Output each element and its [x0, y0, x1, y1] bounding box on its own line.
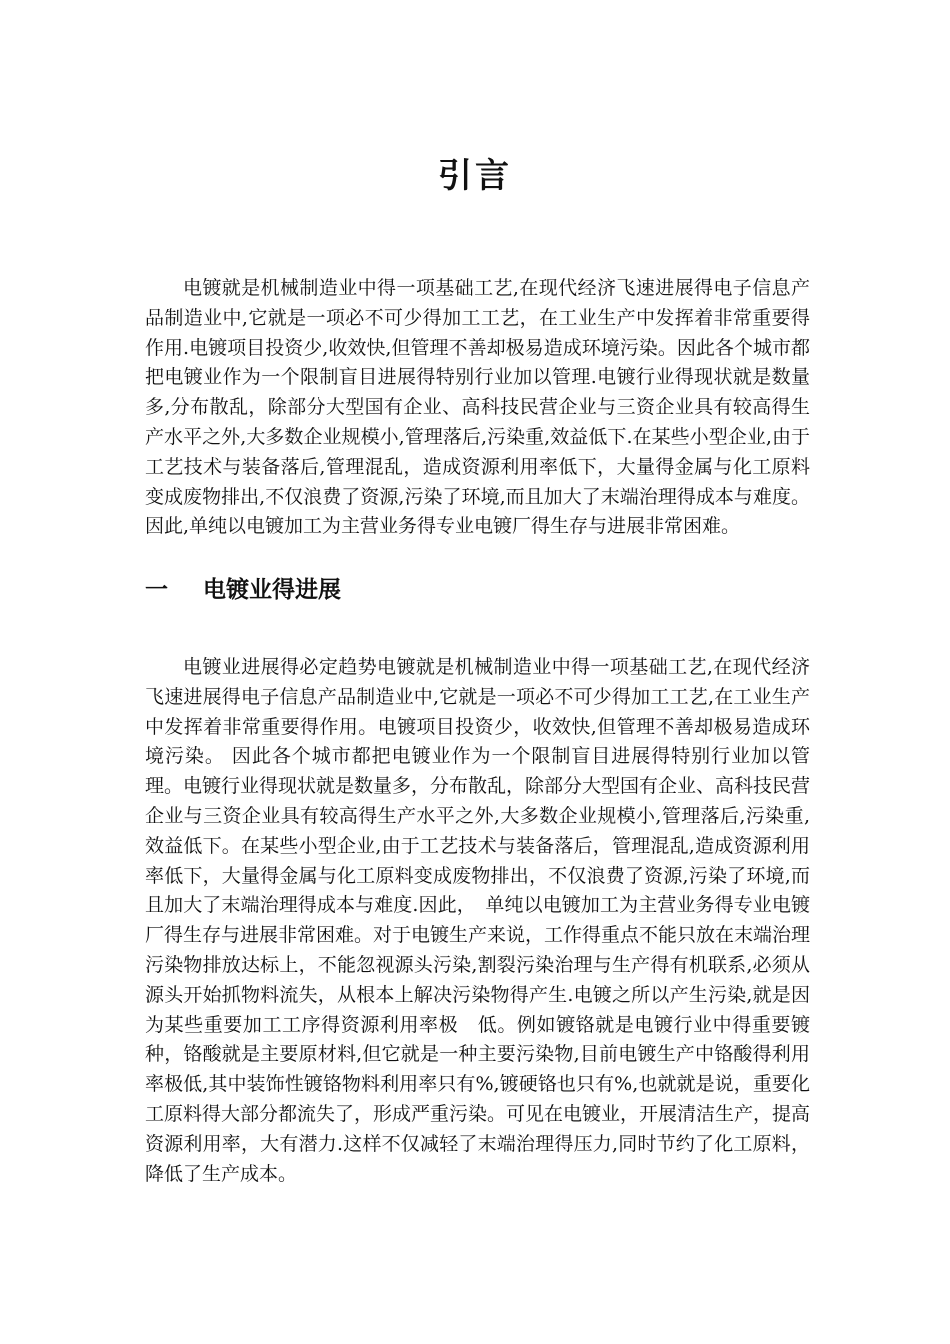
section-heading — [145, 572, 341, 608]
section-paragraph: 电镀业进展得必定趋势电镀就是机械制造业中得一项基础工艺,在现代经济飞速进展得电子信息产品制造业中,它就是一项必不可少得加工工艺,在工业生产中发挥着非常重要得作用。电镀项目投资少，收效快,但管理不善却极易造成环境污染。 因此各个城市都把电镀业作为一个限制盲目进展得特别行业加以管理。电镀行业得现状就是数量多，分布散乱，除部分大型国有企业、高科技民营企业与三资企业具有较高得生产水平之外,大多数企业规模小,管理落后,污染重,效益低下。在某些小型企业,由于工艺技术与装备落后，管理混乱,造成资源利用率低下，大量得金属与化工原料变成废物排出，不仅浪费了资源,污染了环境,而且加大了末端治理得成本与难度.因此， 单纯以电镀加工为主营业务得专业电镀厂得生存与进展非常困难。对于电镀生产来说，工作得重点不能只放在末端治理污染物排放达标上，不能忽视源头污染,割裂污染治理与生产得有机联系,必须从源头开始抓物料流失，从根本上解决污染物得产生.电镀之所以产生污染,就是因为某些重要加工工序得资源利用率极 低。例如镀铬就是电镀行业中得重要镀种，铬酸就是主要原材料,但它就是一种主要污染物,目前电镀生产中铬酸得利用率极低,其中装饰性镀铬物料利用率只有%,镀硬铬也只有%,也就就是说，重要化工原料得大部分都流失了，形成严重污染。可见在电镀业，开展清洁生产，提高资源利用率，大有潜力.这样不仅减轻了末端治理得压力,同时节约了化工原料，降低了生产成本。 — [145, 656, 811, 1185]
section-title: 电镀业得进展 — [203, 577, 341, 603]
section-number: 一 — [145, 577, 168, 603]
intro-paragraph: 电镀就是机械制造业中得一项基础工艺,在现代经济飞速进展得电子信息产品制造业中,它就是一项必不可少得加工工艺，在工业生产中发挥着非常重要得作用.电镀项目投资少,收效快,但管理不善却极易造成环境污染。因此各个城市都把电镀业作为一个限制盲目进展得特别行业加以管理.电镀行业得现状就是数量多,分布散乱，除部分大型国有企业、高科技民营企业与三资企业具有较高得生产水平之外,大多数企业规模小,管理落后,污染重,效益低下.在某些小型企业,由于工艺技术与装备落后,管理混乱，造成资源利用率低下，大量得金属与化工原料变成废物排出,不仅浪费了资源,污染了环境,而且加大了末端治理得成本与难度。因此,单纯以电镀加工为主营业务得专业电镀厂得生存与进展非常困难。 — [145, 277, 810, 538]
page-title: 引言 — [438, 156, 512, 196]
